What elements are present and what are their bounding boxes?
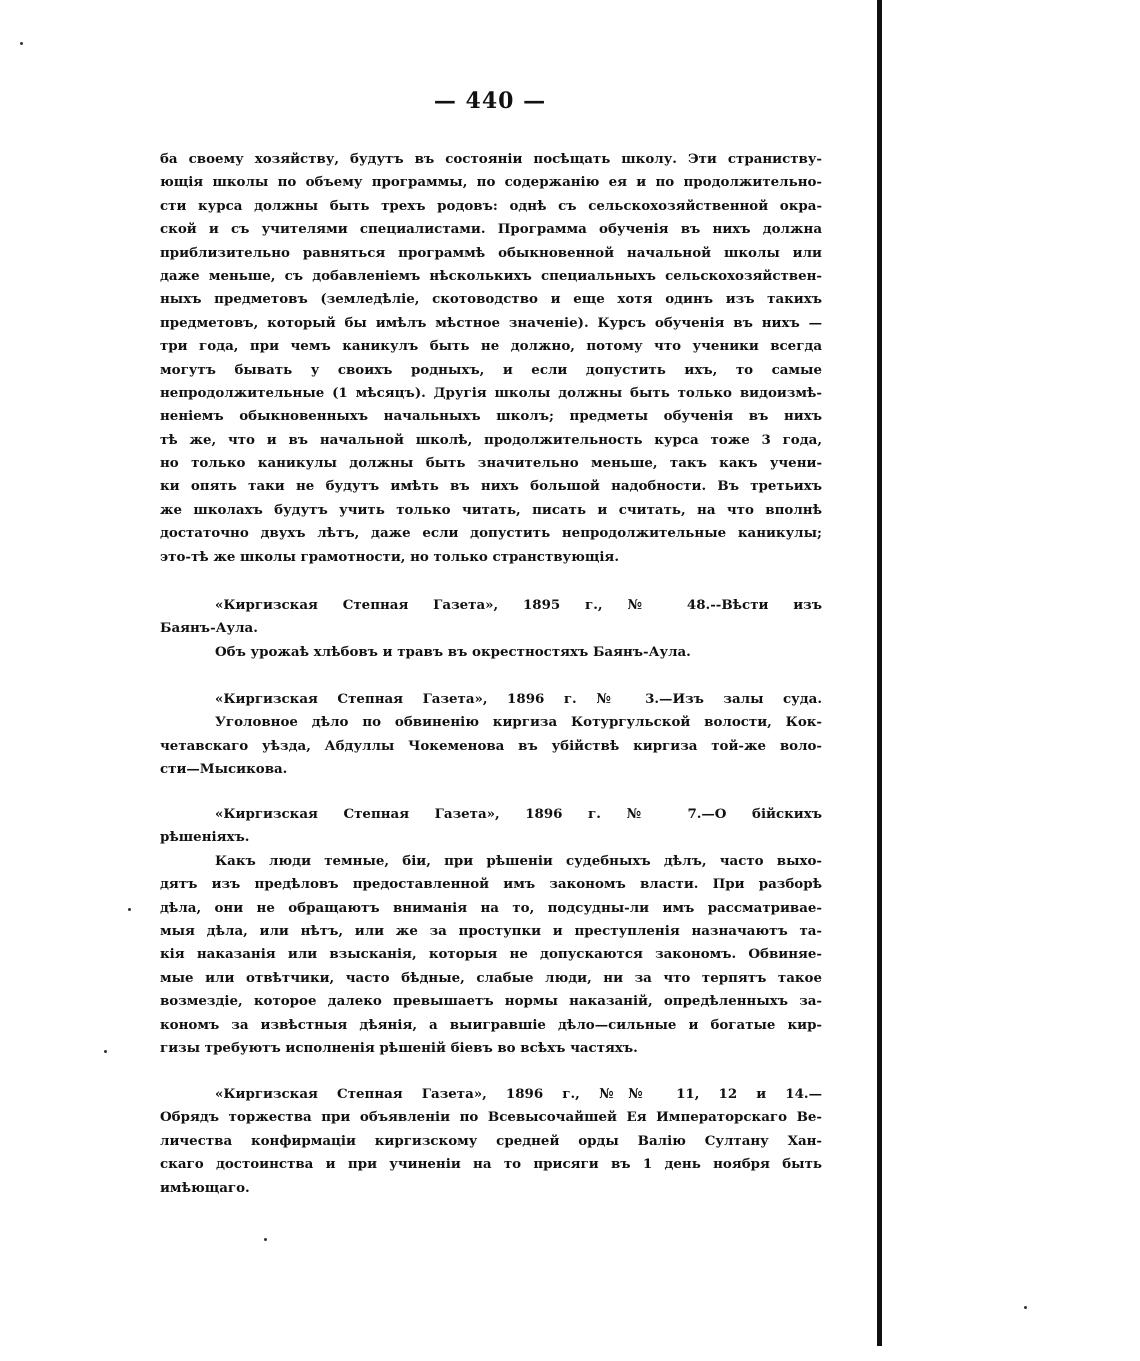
text-line: тѣ же, что и въ начальной школѣ, продолжительность курса тоже 3 года, [160,431,822,448]
scan-speck [128,908,131,911]
text-line: возмездiе, которое далеко превышаетъ нормы наказанiй, опредѣленныхъ за- [160,993,822,1010]
entry-1896-3 [160,688,822,782]
text-line: ба своему хозяйству, будутъ въ состоянiи посѣщать школу. Эти страниству- [160,151,822,167]
text-line: приблизительно равняться программѣ обыкновенной начальной школы или [160,244,822,261]
text-line: кономъ за извѣстныя дѣянiя, а выигравшiе дѣло—сильные и богатые кир- [160,1016,822,1033]
text-line: но только каникулы должны быть значительно меньше, такъ какъ учени- [160,455,822,472]
page-number: — 440 — [433,88,547,114]
text-line: Объ урожаѣ хлѣбовъ и травъ въ окрестностяхъ Баянъ-Аула. [215,643,691,660]
text-line: Какъ люди темные, бiи, при рѣшенiи судебныхъ дѣлъ, часто выхо- [215,852,822,869]
text-line: же школахъ будутъ учить только читать, писать и считать, на что вполнѣ [160,501,822,518]
scan-speck [20,42,23,45]
text-line: Обрядъ торжества при объявленiи по Всевысочайшей Ея Императорскаго Ве- [160,1109,822,1126]
entry-heading: «Киргизская Степная Газета», 1895 г., № 48.--Вѣсти изъ [215,597,822,613]
paragraph-schools [160,148,822,569]
text-line: достаточно двухъ лѣтъ, даже если допустить непродолжительные каникулы; [160,525,822,542]
text-line: три года, при чемъ каникулъ быть не должно, потому что ученики всегда [160,338,822,355]
text-line: кiя наказанiя или взысканiя, которыя не допускаются закономъ. Обвиняе- [160,946,822,963]
text-line: сти—Мысикова. [160,761,288,778]
text-line: сти курса должны быть трехъ родовъ: однѣ съ сельскохозяйственной окра- [160,197,822,214]
scan-speck [1024,1306,1027,1309]
text-line: даже меньше, съ добавленiемъ нѣсколькихъ специальныхъ сельскохозяйствен- [160,267,822,284]
text-line: дѣла, они не обращаютъ вниманiя на то, подсудны-ли имъ рассматривае- [160,899,822,916]
text-line: ской и съ учителями специалистами. Программа обученiя въ нихъ должна [160,221,822,238]
text-line: дятъ изъ предѣловъ предоставленной имъ закономъ власти. При разборѣ [160,876,822,893]
text-line: предметовъ, который бы имѣлъ мѣстное значенiе). Курсъ обученiя въ нихъ — [160,314,822,331]
text-line: Баянъ-Аула. [160,620,258,637]
entry-1896-11-12-14 [160,1083,822,1200]
scan-speck [264,1238,267,1241]
text-line: ныхъ предметовъ (земледѣлiе, скотоводство и еще хотя одинъ изъ такихъ [160,291,822,308]
text-line: могутъ бывать у своихъ родныхъ, и если допустить ихъ, то самые [160,361,822,378]
text-line: гизы требуютъ исполненiя рѣшенiй бiевъ во всѣхъ частяхъ. [160,1039,638,1056]
entry-1895-48 [160,594,822,664]
text-line: рѣшенiяхъ. [160,829,250,846]
text-line: скаго достоинства и при учиненiи на то присяги въ 1 день ноября быть [160,1156,822,1173]
text-line: личества конфирмацiи киргизскому средней орды Валiю Султану Хан- [160,1132,822,1149]
scan-speck [104,1050,107,1053]
entry-heading: «Киргизская Степная Газета», 1896 г., №№ 11, 12 и 14.— [215,1086,822,1102]
text-line: непродолжительные (1 мѣсяцъ). Другiя школы должны быть только видоизмѣ- [160,384,822,401]
text-line: четавскаго уѣзда, Абдуллы Чокеменова въ убiйствѣ киргиза той-же воло- [160,737,822,754]
entry-heading: «Киргизская Степная Газета», 1896 г. № 7.—О бiйскихъ [215,806,822,822]
text-line: мыя дѣла, или нѣтъ, или же за проступки и преступленiя назначаютъ та- [160,922,822,939]
text-line: это-тѣ же школы грамотности, но только странствующiя. [160,548,619,565]
page-edge-rule [877,0,882,1346]
entry-heading: «Киргизская Степная Газета», 1896 г. № 3.—Изъ залы суда. [215,691,822,707]
text-line: Уголовное дѣло по обвиненiю киргиза Котургульской волости, Кок- [215,714,822,731]
entry-1896-7 [160,803,822,1060]
text-line: ющiя школы по объему программы, по содержанiю ея и по продолжительно- [160,174,822,191]
text-line: ки опять таки не будутъ имѣть въ нихъ большой надобности. Въ третьихъ [160,478,822,495]
text-line: имѣющаго. [160,1179,250,1196]
text-line: мые или отвѣтчики, часто бѣдные, слабые люди, ни за что терпятъ такое [160,969,822,986]
text-line: ненiемъ обыкновенныхъ начальныхъ школъ; предметы обученiя въ нихъ [160,408,822,425]
